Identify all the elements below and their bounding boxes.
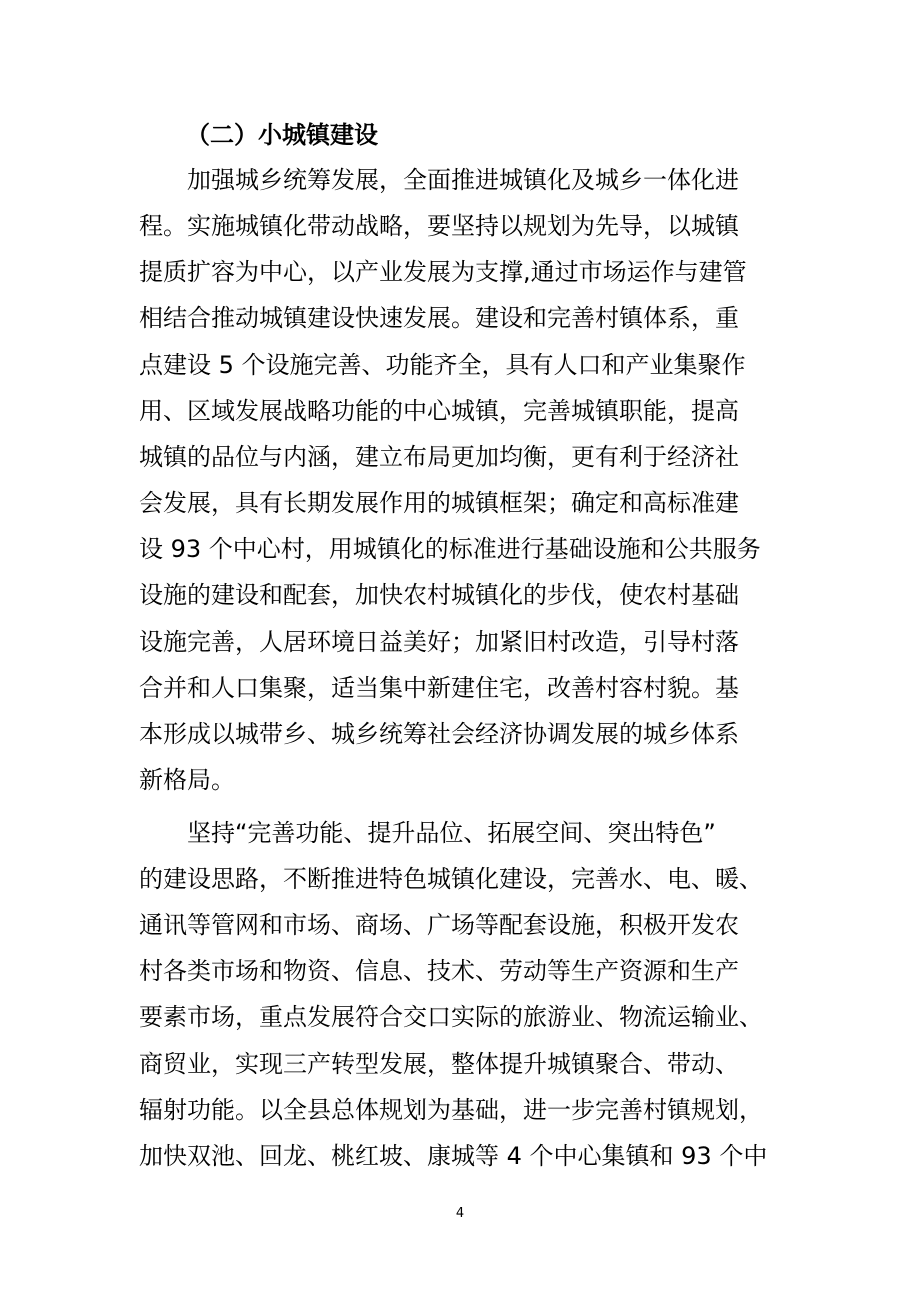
paragraph-line: 程。实施城镇化带动战略，要坚持以规划为先导，以城镇 bbox=[139, 212, 739, 240]
paragraph-line: 通讯等管网和市场、商场、广场等配套设施，积极开发农 bbox=[139, 911, 739, 939]
paragraph-line: 城镇的品位与内涵，建立布局更加均衡，更有利于经济社 bbox=[139, 443, 739, 471]
page-number: 4 bbox=[455, 1206, 465, 1221]
paragraph-line: 加快双池、回龙、桃红坡、康城等 4 个中心集镇和 93 个中 bbox=[139, 1142, 768, 1170]
paragraph-line: 会发展，具有长期发展作用的城镇框架；确定和高标准建 bbox=[139, 489, 739, 517]
section-heading: （二）小城镇建设 bbox=[186, 121, 378, 149]
paragraph-line: 村各类市场和物资、信息、技术、劳动等生产资源和生产 bbox=[139, 957, 739, 985]
paragraph-line: 设施完善，人居环境日益美好；加紧旧村改造，引导村落 bbox=[139, 628, 739, 656]
paragraph-line: 提质扩容为中心，以产业发展为支撑,通过市场运作与建管 bbox=[139, 258, 747, 286]
paragraph-line: 要素市场，重点发展符合交口实际的旅游业、物流运输业、 bbox=[139, 1003, 763, 1031]
paragraph-line: 的建设思路，不断推进特色城镇化建设，完善水、电、暖、 bbox=[139, 865, 763, 893]
paragraph-line: 设 93 个中心村，用城镇化的标准进行基础设施和公共服务 bbox=[139, 535, 761, 563]
paragraph-line: 合并和人口集聚，适当集中新建住宅，改善村容村貌。基 bbox=[139, 674, 739, 702]
paragraph-line: 新格局。 bbox=[139, 766, 235, 794]
paragraph-line: 加强城乡统筹发展，全面推进城镇化及城乡一体化进 bbox=[139, 166, 739, 194]
paragraph-line: 本形成以城带乡、城乡统筹社会经济协调发展的城乡体系 bbox=[139, 720, 739, 748]
paragraph-line: 辐射功能。以全县总体规划为基础，进一步完善村镇规划， bbox=[139, 1096, 763, 1124]
paragraph-line: 点建设 5 个设施完善、功能齐全，具有人口和产业集聚作 bbox=[139, 351, 746, 379]
paragraph-line: 商贸业，实现三产转型发展，整体提升城镇聚合、带动、 bbox=[139, 1050, 739, 1078]
paragraph-line: 设施的建设和配套，加快农村城镇化的步伐，使农村基础 bbox=[139, 581, 739, 609]
paragraph-line: 相结合推动城镇建设快速发展。建设和完善村镇体系，重 bbox=[139, 304, 739, 332]
paragraph-line: 坚持“完善功能、提升品位、拓展空间、突出特色” bbox=[139, 819, 716, 847]
paragraph-line: 用、区域发展战略功能的中心城镇，完善城镇职能，提高 bbox=[139, 397, 739, 425]
